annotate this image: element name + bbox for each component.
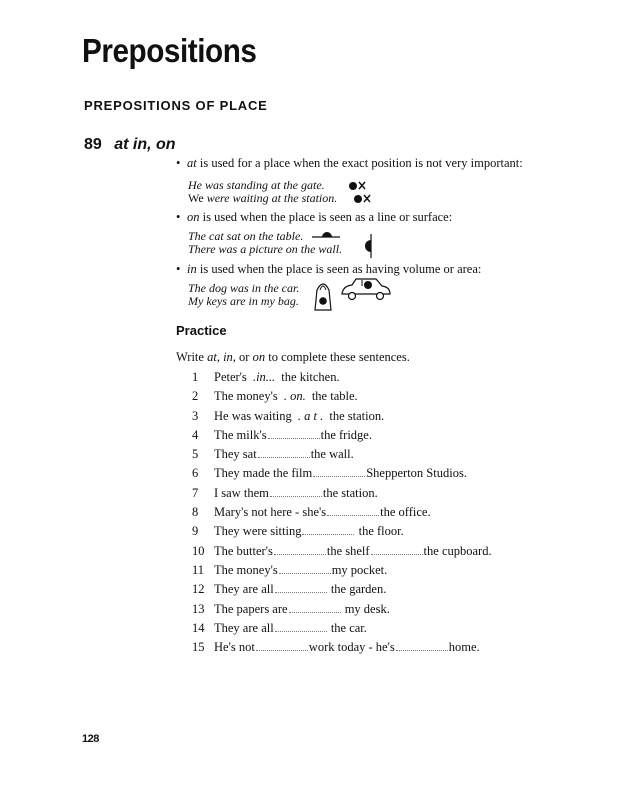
rule-text: is used when the place is seen as a line or surface: [202,210,453,224]
sentence-text: the office. [380,505,431,520]
sentence-text: The money's [214,389,281,404]
answer-blank[interactable] [289,602,341,613]
unit-heading [84,136,176,154]
rule-word: in [187,262,197,276]
example-line: He was standing at the gate. [188,178,325,192]
answer-blank[interactable] [275,582,327,593]
exercise-item [192,524,492,543]
exercise-number: 3 [192,408,199,423]
answer-blank[interactable] [258,447,310,458]
exercise-item [192,582,492,601]
exercise-number: 12 [192,582,205,597]
exercise-number: 11 [192,562,205,577]
sentence-text: They are all [214,620,274,635]
sentence-text: the table. [308,389,358,404]
example-line: The cat sat on the table. [188,229,304,243]
answer-blank[interactable] [302,524,354,535]
exercise-item [192,389,492,408]
exercise-item [192,486,492,505]
sentence-text: They sat [214,447,257,462]
sentence-text: my desk. [341,601,390,616]
answer-blank[interactable] [270,486,322,497]
sentence-text: the station. [322,485,378,500]
exercise-number: 8 [192,505,199,520]
exercise-number: 7 [192,485,199,500]
exercise-number: 9 [192,524,199,539]
practice-heading: Practice [176,323,227,338]
answer-blank[interactable] [256,640,308,651]
sentence-text: They are all [214,582,274,597]
unit-title: at in, on [114,136,176,153]
section-heading: PREPOSITIONS OF PLACE [84,98,268,113]
exercise-number: 10 [192,543,205,558]
example-answer: . a t . [297,408,324,423]
exercise-number: 1 [192,370,199,384]
exercise-item [192,466,492,485]
exercise-number: 15 [192,640,205,655]
dot-cross-icon [346,179,376,209]
exercise-number: 4 [192,427,199,442]
exercise-item [192,621,492,640]
unit-number: 89 [84,136,102,153]
sentence-text: Shepperton Studios. [366,466,467,481]
sentence-text: the wall. [310,447,354,462]
exercise-item [192,602,492,621]
practice-instruction: Write at, in, or on to complete these sentences. [176,350,410,364]
exercise-item [192,544,492,563]
example-line: We were waiting at the station. [188,191,338,205]
rule-word: on [187,210,200,224]
rule-text: is used when the place is seen as having volume or area: [199,262,482,276]
sentence-text: I saw them [214,485,269,500]
exercise-item [192,563,492,582]
exercise-list [192,370,492,659]
sentence-text: Peter's [214,370,250,384]
sentence-text: the cupboard. [423,543,492,558]
sentence-text: the kitchen. [278,370,340,384]
sentence-text: They made the film [214,466,313,481]
sentence-text: Mary's not here - she's [214,505,327,520]
example-line: The dog was in the car. [188,281,300,295]
example-answer: . on. [283,389,306,404]
sentence-text: The milk's [214,427,267,442]
answer-blank[interactable] [371,544,423,555]
sentence-text: The papers are [214,601,288,616]
page-title: Prepositions [82,32,257,69]
rule-text: is used for a place when the exact position is not very important: [199,156,523,170]
answer-blank[interactable] [268,428,320,439]
rule-on: • on is used when the place is seen as a line or surface: [176,210,453,224]
answer-blank[interactable] [313,466,365,477]
sentence-text: the station. [326,408,385,423]
sentence-text: The money's [214,562,278,577]
exercise-number: 6 [192,466,199,481]
exercise-item [192,447,492,466]
example-answer: .in... [252,370,276,384]
sentence-text: the fridge. [320,427,372,442]
answer-blank[interactable] [274,544,326,555]
sentence-text: The butter's [214,543,273,558]
answer-blank[interactable] [327,505,379,516]
exercise-item [192,409,492,428]
answer-blank[interactable] [275,621,327,632]
rule-at: • at is used for a place when the exact position is not very important: [176,156,523,170]
exercise-item [192,428,492,447]
rule-word: at [187,156,197,170]
page-number: 128 [82,733,99,745]
sentence-text: the floor. [355,524,404,539]
sentence-text: home. [448,640,480,655]
sentence-text: my pocket. [331,562,388,577]
sentence-text: He was waiting [214,408,295,423]
sentence-text: work today - he's [308,640,395,655]
answer-blank[interactable] [396,640,448,651]
table-icon [310,224,380,260]
example-line: My keys are in my bag. [188,294,299,308]
exercise-number: 2 [192,389,199,404]
exercise-number: 13 [192,601,205,616]
example-line: There was a picture on the wall. [188,242,343,256]
sentence-text: the shelf [326,543,370,558]
exercise-number: 5 [192,447,199,462]
car-icon [338,276,394,304]
sentence-text: He's not [214,640,255,655]
exercise-item [192,370,492,389]
sentence-text: the car. [327,620,367,635]
answer-blank[interactable] [279,563,331,574]
exercise-item [192,640,492,659]
sentence-text: the garden. [327,582,387,597]
sentence-text: They were sitting [214,524,302,539]
exercise-item [192,505,492,524]
rule-in: • in is used when the place is seen as having volume or area: [176,262,482,276]
exercise-number: 14 [192,620,205,635]
